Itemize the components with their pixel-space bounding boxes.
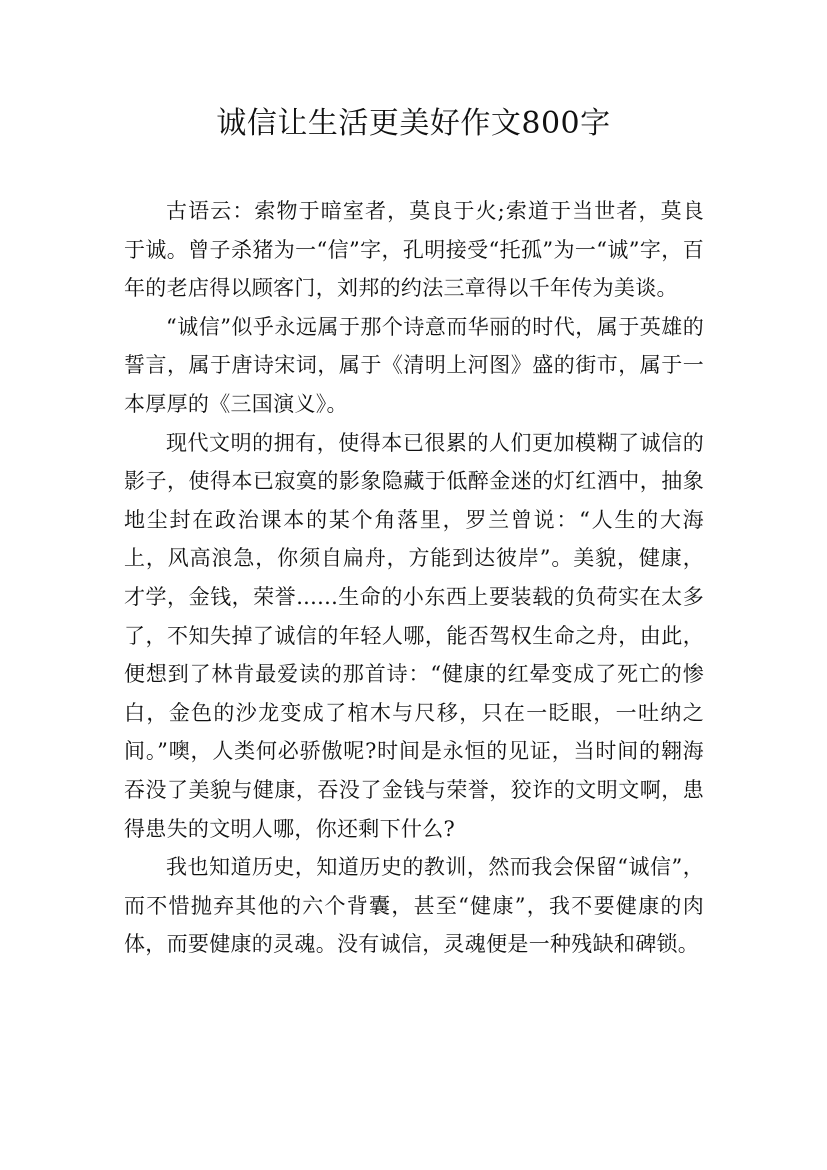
paragraph-1: 古语云：索物于暗室者，莫良于火;索道于当世者，莫良于诚。曾子杀猪为一“信”字，孔明接受“托孤”为一“诚”字，百年的老店得以顾客门，刘邦的约法三章得以千年传为美谈。	[124, 199, 704, 301]
paragraph-3: 现代文明的拥有，使得本已很累的人们更加模糊了诚信的影子，使得本已寂寞的影象隐藏于低醉金迷的灯红酒中，抽象地尘封在政治课本的某个角落里，罗兰曾说：“人生的大海上，风高浪急，你须自扁舟，方能到达彼岸”。美貌，健康，才学，金钱，荣誉......生命的小东西上要装载的负荷实在太多了，不知失掉了诚信的年轻人哪，能否驾权生命之舟，由此，便想到了林肯最爱读的那首诗：“健康的红晕变成了死亡的惨白，金色的沙龙变成了棺木与尺移，只在一眨眼，一吐纳之间。”噢，人类何必骄傲呢?时间是永恒的见证，当时间的翱海吞没了美貌与健康，吞没了金钱与荣誉，狡诈的文明文啊，患得患失的文明人哪，你还剩下什么?	[124, 430, 704, 841]
document-body	[124, 192, 704, 964]
paragraph-2: “诚信”似乎永远属于那个诗意而华丽的时代，属于英雄的誓言，属于唐诗宋词，属于《清明上河图》盛的街市，属于一本厚厚的《三国演义》。	[124, 314, 704, 416]
paragraph-4: 我也知道历史，知道历史的教训，然而我会保留“诚信”，而不惜抛弃其他的六个背囊，甚至“健康”，我不要健康的肉体，而要健康的灵魂。没有诚信，灵魂便是一种残缺和碑锁。	[124, 855, 704, 957]
document-title: 诚信让生活更美好作文800字	[216, 106, 611, 141]
